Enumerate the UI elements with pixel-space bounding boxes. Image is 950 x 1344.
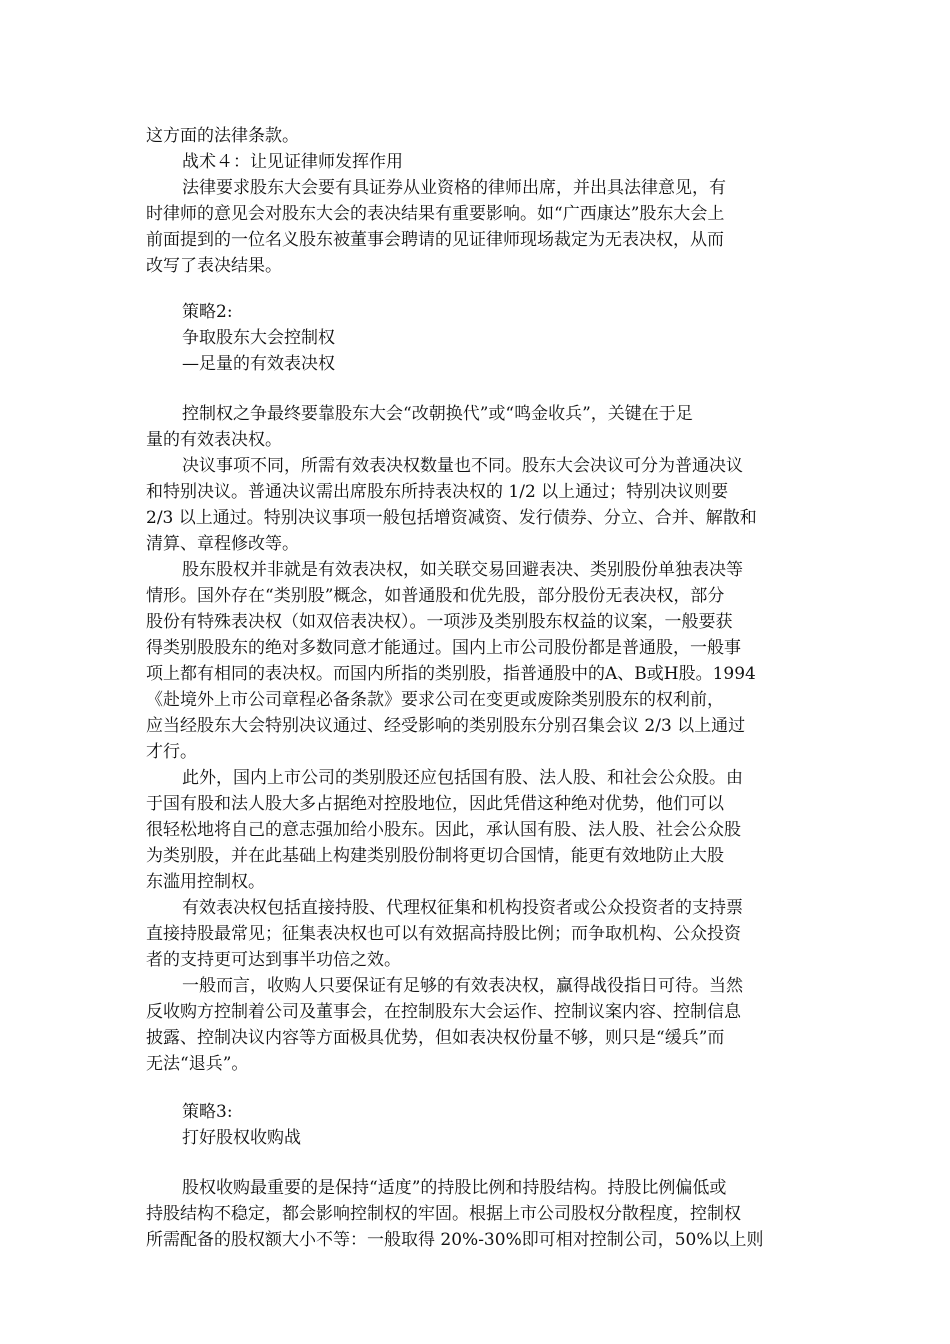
text-line: 股东股权并非就是有效表决权，如关联交易回避表决、类别股份单独表决等 — [182, 560, 743, 580]
text-line: 无法“退兵”。 — [146, 1054, 249, 1074]
text-line: 直接持股最常见；征集表决权也可以有效据高持股比例；而争取机构、公众投资 — [146, 924, 741, 944]
text-line: 为类别股，并在此基础上构建类别股份制将更切合国情，能更有效地防止大股 — [146, 846, 724, 866]
text-line: 时律师的意见会对股东大会的表决结果有重要影响。如“广西康达”股东大会上 — [146, 204, 725, 224]
strategy-title: 打好股权收购战 — [182, 1128, 301, 1148]
text-line: 法律要求股东大会要有具证券从业资格的律师出席，并出具法律意见，有 — [182, 178, 726, 198]
text-line: 得类别股股东的绝对多数同意才能通过。国内上市公司股份都是普通股，一般事 — [146, 638, 741, 658]
strategy-subtitle: —足量的有效表决权 — [182, 354, 335, 374]
text-line: 这方面的法律条款。 — [146, 126, 299, 146]
text-line: 者的支持更可达到事半功倍之效。 — [146, 950, 401, 970]
text-line: 才行。 — [146, 742, 197, 762]
strategy-heading: 策略3: — [182, 1102, 233, 1122]
text-line: 东滥用控制权。 — [146, 872, 265, 892]
text-line: 控制权之争最终要靠股东大会“改朝换代”或“鸣金收兵”，关键在于足 — [182, 404, 693, 424]
text-line: 情形。国外存在“类别股”概念，如普通股和优先股，部分股份无表决权，部分 — [146, 586, 725, 606]
strategy-title: 争取股东大会控制权 — [182, 328, 335, 348]
text-line: 持股结构不稳定，都会影响控制权的牢固。根据上市公司股权分散程度，控制权 — [146, 1204, 741, 1224]
text-line: 改写了表决结果。 — [146, 256, 282, 276]
text-line: 量的有效表决权。 — [146, 430, 282, 450]
text-line: 很轻松地将自己的意志强加给小股东。因此，承认国有股、法人股、社会公众股 — [146, 820, 741, 840]
text-line: 股权收购最重要的是保持“适度”的持股比例和持股结构。持股比例偏低或 — [182, 1178, 727, 1198]
text-line: 清算、章程修改等。 — [146, 534, 299, 554]
text-line: 此外，国内上市公司的类别股还应包括国有股、法人股、和社会公众股。由 — [182, 768, 743, 788]
text-line: 前面提到的一位名义股东被董事会聘请的见证律师现场裁定为无表决权，从而 — [146, 230, 724, 250]
text-line: 所需配备的股权额大小不等：一般取得 20%-30%即可相对控制公司，50%以上则 — [146, 1230, 764, 1250]
text-line: 和特别决议。普通决议需出席股东所持表决权的 1/2 以上通过；特别决议则要 — [146, 482, 729, 502]
text-line: 《赴境外上市公司章程必备条款》要求公司在变更或废除类别股东的权利前， — [146, 690, 724, 710]
text-line: 于国有股和法人股大多占据绝对控股地位，因此凭借这种绝对优势，他们可以 — [146, 794, 724, 814]
section-heading: 战术４：让见证律师发挥作用 — [182, 152, 403, 172]
text-line: 项上都有相同的表决权。而国内所指的类别股，指普通股中的A、B或H股。1994 — [146, 664, 756, 684]
text-line: 有效表决权包括直接持股、代理权征集和机构投资者或公众投资者的支持票 — [182, 898, 743, 918]
text-line: 披露、控制决议内容等方面极具优势，但如表决权份量不够，则只是“缓兵”而 — [146, 1028, 725, 1048]
text-line: 2/3 以上通过。特别决议事项一般包括增资减资、发行债券、分立、合并、解散和 — [146, 508, 757, 528]
text-line: 应当经股东大会特别决议通过、经受影响的类别股东分别召集会议 2/3 以上通过 — [146, 716, 746, 736]
text-line: 一般而言，收购人只要保证有足够的有效表决权，赢得战役指日可待。当然 — [182, 976, 743, 996]
text-line: 反收购方控制着公司及董事会，在控制股东大会运作、控制议案内容、控制信息 — [146, 1002, 741, 1022]
strategy-heading: 策略2: — [182, 302, 233, 322]
text-line: 股份有特殊表决权（如双倍表决权）。一项涉及类别股东权益的议案，一般要获 — [146, 612, 733, 632]
text-line: 决议事项不同，所需有效表决权数量也不同。股东大会决议可分为普通决议 — [182, 456, 743, 476]
